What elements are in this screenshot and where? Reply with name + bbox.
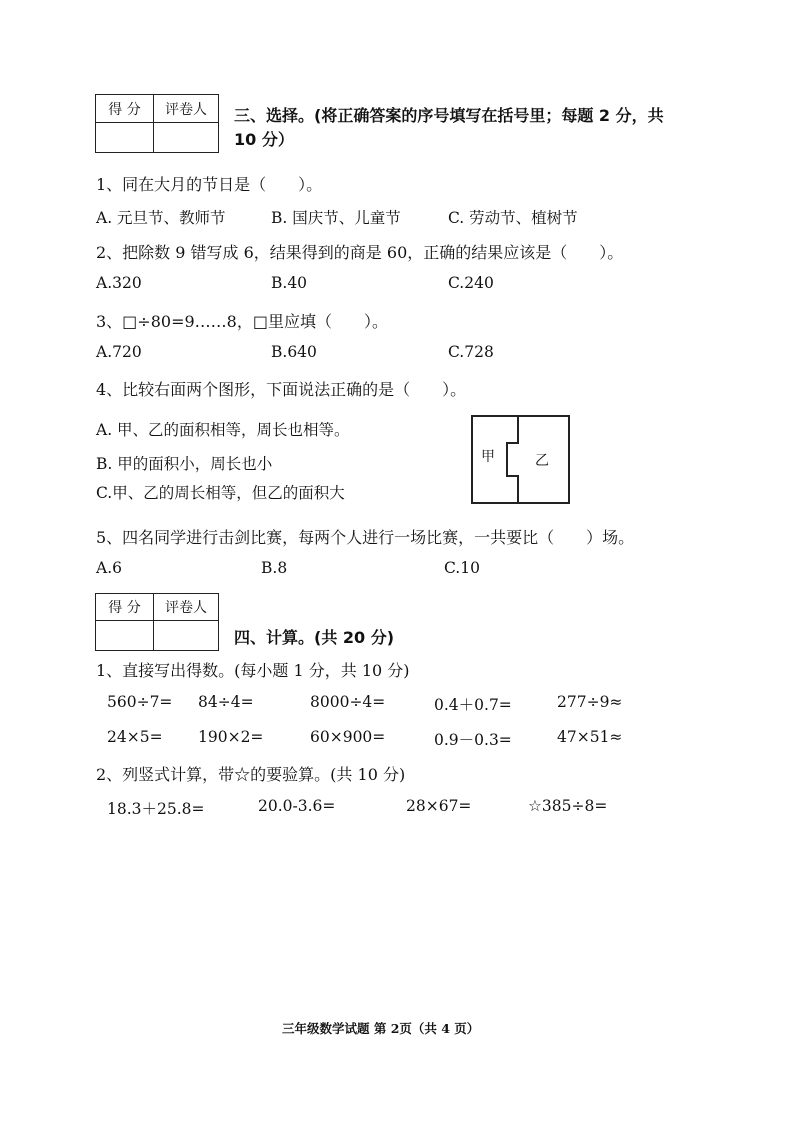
q4-option-b: B. 甲的面积小，周长也小	[96, 455, 273, 473]
q3-option-b: B.640	[271, 343, 317, 361]
q5-option-c: C.10	[444, 559, 480, 577]
calc-item: 24×5=	[107, 728, 163, 746]
calc-item: 0.9－0.3=	[434, 731, 512, 749]
section4-part1-heading: 1、直接写出得数。(每小题 1 分，共 10 分)	[96, 661, 410, 680]
section3-title-line1: 三、选择。(将正确答案的序号填写在括号里；每题 2 分，共	[234, 106, 664, 125]
q4-option-c: C.甲、乙的周长相等，但乙的面积大	[96, 484, 345, 502]
section3-title-line2: 10 分）	[234, 130, 294, 149]
score-cell[interactable]	[96, 123, 154, 153]
calc-item: 277÷9≈	[557, 693, 623, 711]
q5-option-a: A.6	[96, 559, 122, 577]
q2-option-a: A.320	[96, 274, 142, 292]
section4-part2-heading: 2、列竖式计算，带☆的要验算。(共 10 分)	[96, 765, 406, 784]
vertical-calc-item: 18.3＋25.8=	[107, 800, 205, 818]
q2-option-c: C.240	[448, 274, 494, 292]
question-5: 5、四名同学进行击剑比赛，每两个人进行一场比赛，一共要比（ ）场。	[96, 528, 635, 547]
question-2: 2、把除数 9 错写成 6，结果得到的商是 60，正确的结果应该是（ ）。	[96, 243, 624, 262]
q1-option-a: A. 元旦节、教师节	[96, 209, 226, 227]
q3-option-a: A.720	[96, 343, 142, 361]
score-cell[interactable]	[96, 621, 154, 651]
calc-item: 84÷4=	[198, 693, 254, 711]
q2-option-b: B.40	[271, 274, 308, 292]
q4-figure	[471, 415, 570, 504]
calc-item: 8000÷4=	[310, 693, 386, 711]
vertical-calc-item: ☆385÷8=	[528, 797, 608, 815]
grader-label: 评卷人	[154, 594, 219, 621]
q4-option-a: A. 甲、乙的面积相等，周长也相等。	[96, 421, 350, 439]
calc-item: 47×51≈	[557, 728, 623, 746]
score-table-section4	[95, 593, 219, 651]
score-label: 得 分	[96, 594, 154, 621]
q3-option-c: C.728	[448, 343, 494, 361]
figure-label-yi: 乙	[535, 453, 549, 469]
calc-item: 0.4＋0.7=	[434, 696, 512, 714]
section4-title: 四、计算。(共 20 分)	[234, 628, 395, 647]
q1-option-b: B. 国庆节、儿童节	[271, 209, 401, 227]
question-1: 1、同在大月的节日是（ ）。	[96, 175, 323, 194]
q5-option-b: B.8	[261, 559, 288, 577]
question-3: 3、□÷80=9……8，□里应填（ ）。	[96, 312, 388, 331]
question-4: 4、比较右面两个图形，下面说法正确的是（ ）。	[96, 380, 467, 399]
grader-cell[interactable]	[154, 123, 219, 153]
calc-item: 190×2=	[198, 728, 264, 746]
score-label: 得 分	[96, 95, 154, 123]
page-footer: 三年级数学试题 第 2页（共 4 页）	[282, 1021, 480, 1036]
figure-label-jia: 甲	[481, 449, 495, 465]
grader-label: 评卷人	[154, 95, 219, 123]
calc-item: 60×900=	[310, 728, 386, 746]
grader-cell[interactable]	[154, 621, 219, 651]
q1-option-c: C. 劳动节、植树节	[448, 209, 578, 227]
vertical-calc-item: 28×67=	[406, 797, 472, 815]
score-table-section3	[95, 94, 219, 153]
vertical-calc-item: 20.0-3.6=	[258, 797, 336, 815]
calc-item: 560÷7=	[107, 693, 173, 711]
